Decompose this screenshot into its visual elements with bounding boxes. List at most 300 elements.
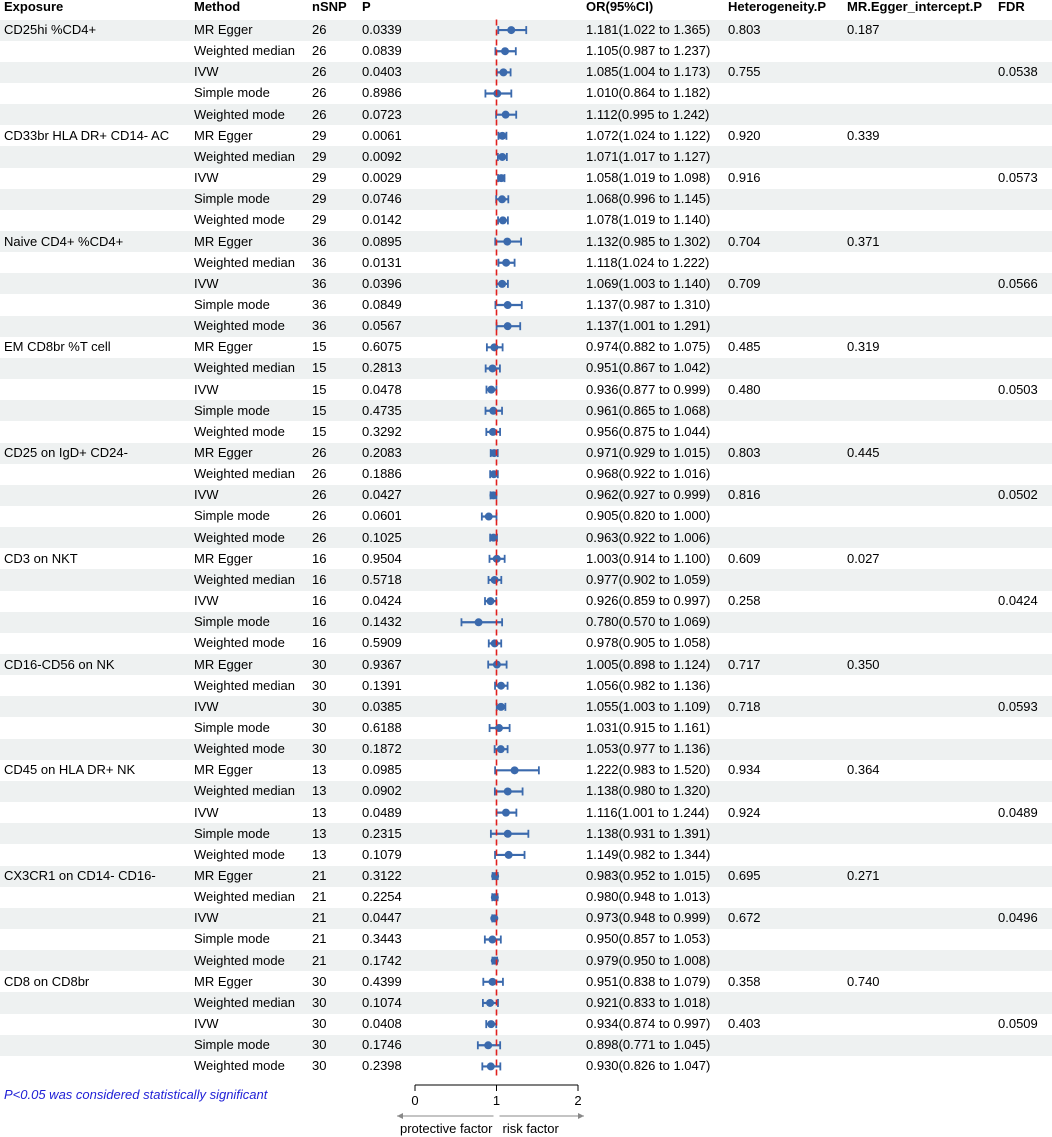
p-value-cell: 0.9504 [362,550,402,566]
method-cell: Simple mode [194,1037,270,1053]
heterogeneity-cell: 0.916 [728,170,761,186]
p-value-cell: 0.0131 [362,254,402,270]
or-point [489,978,497,986]
p-value-cell: 0.1872 [362,741,402,757]
heterogeneity-cell: 0.816 [728,487,761,503]
or-ci-cell: 0.978(0.905 to 1.058) [586,635,711,651]
method-cell: Weighted mode [194,635,285,651]
heterogeneity-cell: 0.358 [728,973,761,989]
ci-mark [483,978,503,986]
or-ci-cell: 0.971(0.929 to 1.015) [586,445,711,460]
nsnp-cell: 15 [312,423,327,439]
ci-mark [487,343,503,351]
exposure-cell: CD3 on NKT [4,550,78,566]
or-ci-cell: 1.138(0.980 to 1.320) [586,783,711,799]
left-arrowhead-icon [397,1113,403,1119]
p-value-cell: 0.5909 [362,635,402,651]
egger-intercept-cell: 0.319 [847,339,880,355]
method-cell: Weighted median [194,466,295,482]
p-value-cell: 0.0902 [362,783,402,799]
method-cell: MR Egger [194,656,253,672]
header-nsnp: nSNP [312,0,347,14]
or-ci-cell: 0.950(0.857 to 1.053) [586,931,711,947]
fdr-cell: 0.0424 [998,593,1038,609]
heterogeneity-cell: 0.704 [728,233,761,249]
p-value-cell: 0.2254 [362,889,402,905]
method-cell: Weighted mode [194,106,285,122]
ci-mark [495,47,515,55]
ci-mark [490,724,510,732]
or-ci-cell: 0.936(0.877 to 0.999) [586,381,711,397]
nsnp-cell: 26 [312,508,327,524]
header-exposure: Exposure [4,0,64,14]
ci-mark [485,90,511,98]
row-band [0,569,1052,590]
p-value-cell: 0.8986 [362,85,402,101]
nsnp-cell: 30 [312,656,327,672]
method-cell: MR Egger [194,22,253,37]
nsnp-cell: 16 [312,614,327,630]
heterogeneity-cell: 0.803 [728,445,761,460]
fdr-cell: 0.0538 [998,64,1038,80]
fdr-cell: 0.0502 [998,487,1038,503]
or-ci-cell: 1.137(0.987 to 1.310) [586,296,711,312]
or-ci-cell: 1.069(1.003 to 1.140) [586,275,711,291]
or-point [501,47,509,55]
nsnp-cell: 13 [312,804,327,820]
heterogeneity-cell: 0.709 [728,275,761,291]
nsnp-cell: 15 [312,360,327,376]
method-cell: IVW [194,487,219,503]
or-ci-cell: 0.921(0.833 to 1.018) [586,994,711,1010]
nsnp-cell: 26 [312,466,327,482]
exposure-cell: CX3CR1 on CD14- CD16- [4,868,156,883]
method-cell: IVW [194,1016,219,1032]
nsnp-cell: 26 [312,529,327,545]
p-value-cell: 0.4399 [362,973,402,989]
heterogeneity-cell: 0.480 [728,381,761,397]
or-ci-cell: 1.138(0.931 to 1.391) [586,825,711,841]
or-ci-cell: 1.010(0.864 to 1.182) [586,85,711,101]
egger-intercept-cell: 0.371 [847,233,880,249]
nsnp-cell: 30 [312,719,327,735]
p-value-cell: 0.0478 [362,381,402,397]
nsnp-cell: 29 [312,212,327,228]
or-ci-cell: 0.973(0.948 to 0.999) [586,910,711,926]
p-value-cell: 0.0746 [362,191,402,207]
row-band [0,950,1052,971]
fdr-cell: 0.0496 [998,910,1038,926]
p-value-cell: 0.0723 [362,106,402,122]
p-value-cell: 0.0839 [362,43,402,59]
method-cell: IVW [194,381,219,397]
or-point [497,682,505,690]
nsnp-cell: 21 [312,889,327,905]
ci-mark [489,555,504,563]
row-band [0,781,1052,802]
nsnp-cell: 13 [312,783,327,799]
nsnp-cell: 30 [312,1037,327,1053]
exposure-cell: CD25hi %CD4+ [4,22,97,37]
nsnp-cell: 36 [312,318,327,334]
x-tick-label: 2 [574,1093,582,1108]
or-ci-cell: 1.005(0.898 to 1.124) [586,656,711,672]
or-point [511,766,519,774]
egger-intercept-cell: 0.187 [847,22,880,37]
nsnp-cell: 36 [312,296,327,312]
heterogeneity-cell: 0.718 [728,698,761,714]
fdr-cell: 0.0489 [998,804,1038,820]
method-cell: Weighted mode [194,952,285,968]
row-band [0,739,1052,760]
method-cell: IVW [194,64,219,80]
nsnp-cell: 30 [312,677,327,693]
exposure-cell: CD45 on HLA DR+ NK [4,762,136,778]
or-ci-cell: 1.118(1.024 to 1.222) [586,254,710,270]
or-ci-cell: 1.056(0.982 to 1.136) [586,677,711,693]
egger-intercept-cell: 0.740 [847,973,880,989]
p-value-cell: 0.1391 [362,677,402,693]
nsnp-cell: 15 [312,402,327,418]
method-cell: IVW [194,275,219,291]
nsnp-cell: 29 [312,127,327,143]
method-cell: Weighted mode [194,529,285,545]
or-ci-cell: 1.031(0.915 to 1.161) [586,719,711,735]
row-band [0,231,1052,252]
method-cell: Weighted mode [194,212,285,228]
or-point [491,639,499,647]
p-value-cell: 0.1432 [362,614,402,630]
nsnp-cell: 15 [312,381,327,397]
row-band [0,358,1052,379]
method-cell: MR Egger [194,868,253,883]
method-cell: Simple mode [194,931,270,947]
or-ci-cell: 0.780(0.570 to 1.069) [586,614,711,630]
exposure-cell: CD16-CD56 on NK [4,656,115,672]
p-value-cell: 0.0339 [362,22,402,37]
ci-mark [490,470,498,478]
ci-mark [498,132,506,140]
row-band [0,273,1052,294]
or-point [488,936,496,944]
method-cell: Weighted median [194,994,295,1010]
heterogeneity-cell: 0.695 [728,868,761,883]
ci-mark [498,216,508,224]
or-point [490,470,498,478]
p-value-cell: 0.2813 [362,360,402,376]
row-band [0,612,1052,633]
method-cell: Simple mode [194,508,270,524]
heterogeneity-cell: 0.934 [728,762,761,778]
p-value-cell: 0.4735 [362,402,402,418]
fdr-cell: 0.0593 [998,698,1038,714]
exposure-cell: EM CD8br %T cell [4,339,111,355]
or-ci-cell: 1.068(0.996 to 1.145) [586,191,711,207]
right-arrowhead-icon [578,1113,584,1119]
or-ci-cell: 1.085(1.004 to 1.173) [586,64,711,80]
protective-factor-label: protective factor [400,1121,493,1136]
p-value-cell: 0.0489 [362,804,402,820]
p-value-cell: 0.0029 [362,170,402,186]
ci-mark [485,597,496,605]
or-ci-cell: 0.983(0.952 to 1.015) [586,868,711,883]
row-band [0,654,1052,675]
p-value-cell: 0.3443 [362,931,402,947]
method-cell: Simple mode [194,825,270,841]
p-value-cell: 0.6188 [362,719,402,735]
p-value-cell: 0.5718 [362,571,402,587]
or-point [502,809,510,817]
nsnp-cell: 26 [312,106,327,122]
p-value-cell: 0.1742 [362,952,402,968]
row-band [0,908,1052,929]
method-cell: MR Egger [194,339,253,355]
nsnp-cell: 21 [312,868,327,883]
fdr-cell: 0.0509 [998,1016,1038,1032]
or-point [505,851,513,859]
nsnp-cell: 21 [312,910,327,926]
row-band [0,443,1052,464]
p-value-cell: 0.0895 [362,233,402,249]
method-cell: Weighted median [194,783,295,799]
p-value-cell: 0.2083 [362,445,402,460]
row-band [0,20,1052,41]
method-cell: Simple mode [194,85,270,101]
or-ci-cell: 0.956(0.875 to 1.044) [586,423,711,439]
nsnp-cell: 21 [312,952,327,968]
ci-mark [482,513,497,521]
ci-mark [491,893,499,901]
heterogeneity-cell: 0.609 [728,550,761,566]
p-value-cell: 0.0601 [362,508,402,524]
or-ci-cell: 1.078(1.019 to 1.140) [586,212,711,228]
or-ci-cell: 0.962(0.927 to 0.999) [586,487,711,503]
method-cell: MR Egger [194,445,253,460]
ci-mark [497,809,517,817]
method-cell: Weighted median [194,360,295,376]
header-heterogeneity: Heterogeneity.P [728,0,827,14]
or-ci-cell: 1.137(1.001 to 1.291) [586,318,711,334]
ci-mark [495,301,521,309]
row-band [0,316,1052,337]
or-ci-cell: 0.977(0.902 to 1.059) [586,571,711,587]
or-point [502,259,510,267]
or-ci-cell: 1.132(0.985 to 1.302) [586,233,711,249]
x-tick-label: 1 [492,1093,501,1108]
or-point [495,724,503,732]
row-band [0,104,1052,125]
or-ci-cell: 0.951(0.867 to 1.042) [586,360,711,376]
header-p: P [362,0,371,14]
heterogeneity-cell: 0.672 [728,910,761,926]
or-ci-cell: 0.951(0.838 to 1.079) [586,973,711,989]
nsnp-cell: 13 [312,762,327,778]
row-band [0,866,1052,887]
or-ci-cell: 0.974(0.882 to 1.075) [586,339,711,355]
x-tick-label: 0 [411,1093,419,1108]
method-cell: Weighted median [194,677,295,693]
or-point [487,1020,495,1028]
method-cell: IVW [194,593,219,609]
header-or: OR(95%CI) [586,0,654,14]
p-value-cell: 0.0385 [362,698,402,714]
or-point [487,386,495,394]
ci-mark [495,851,525,859]
header-egger-intercept: MR.Egger_intercept.P [847,0,983,14]
row-band [0,527,1052,548]
method-cell: IVW [194,910,219,926]
nsnp-cell: 13 [312,846,327,862]
ci-mark [498,259,514,267]
fdr-cell: 0.0566 [998,275,1038,291]
heterogeneity-cell: 0.920 [728,127,761,143]
method-cell: Simple mode [194,296,270,312]
p-value-cell: 0.2315 [362,825,402,841]
row-band [0,189,1052,210]
or-ci-cell: 1.105(0.987 to 1.237) [586,43,711,59]
p-value-cell: 0.0142 [362,212,402,228]
nsnp-cell: 21 [312,931,327,947]
or-ci-cell: 1.149(0.982 to 1.344) [586,846,711,862]
row-band [0,1035,1052,1056]
method-cell: Simple mode [194,402,270,418]
or-ci-cell: 0.930(0.826 to 1.047) [586,1058,711,1074]
risk-factor-label: risk factor [502,1121,559,1136]
or-ci-cell: 1.053(0.977 to 1.136) [586,741,711,757]
method-cell: IVW [194,170,219,186]
method-cell: MR Egger [194,973,253,989]
method-cell: MR Egger [194,127,253,143]
or-ci-cell: 1.222(0.983 to 1.520) [586,762,711,778]
method-cell: Weighted median [194,254,295,270]
or-point [491,893,499,901]
or-point [497,174,505,182]
or-point [490,343,498,351]
nsnp-cell: 29 [312,170,327,186]
or-point [486,597,494,605]
significance-note: P<0.05 was considered statistically significant [4,1087,268,1102]
method-cell: Weighted mode [194,1058,285,1074]
p-value-cell: 0.3122 [362,868,402,883]
fdr-cell: 0.0503 [998,381,1038,397]
p-value-cell: 0.1025 [362,529,402,545]
or-ci-cell: 1.058(1.019 to 1.098) [586,170,711,186]
or-point [498,132,506,140]
nsnp-cell: 16 [312,635,327,651]
exposure-cell: CD33br HLA DR+ CD14- AC [4,127,170,143]
or-ci-cell: 1.055(1.003 to 1.109) [586,698,711,714]
method-cell: MR Egger [194,233,253,249]
or-ci-cell: 1.116(1.001 to 1.244) [586,804,710,820]
ci-mark [486,386,496,394]
or-ci-cell: 0.934(0.874 to 0.997) [586,1016,711,1032]
method-cell: Weighted mode [194,318,285,334]
egger-intercept-cell: 0.339 [847,127,880,143]
nsnp-cell: 30 [312,994,327,1010]
ci-mark [485,936,501,944]
or-ci-cell: 1.003(0.914 to 1.100) [586,550,711,566]
p-value-cell: 0.0849 [362,296,402,312]
p-value-cell: 0.0447 [362,910,402,926]
nsnp-cell: 30 [312,698,327,714]
or-ci-cell: 0.898(0.771 to 1.045) [586,1037,711,1053]
nsnp-cell: 30 [312,1058,327,1074]
method-cell: Simple mode [194,719,270,735]
nsnp-cell: 16 [312,571,327,587]
or-point [489,428,497,436]
ci-mark [495,682,508,690]
method-cell: Weighted median [194,889,295,905]
egger-intercept-cell: 0.350 [847,656,880,672]
heterogeneity-cell: 0.717 [728,656,761,672]
nsnp-cell: 30 [312,1016,327,1032]
p-value-cell: 0.0403 [362,64,402,80]
heterogeneity-cell: 0.803 [728,22,761,37]
nsnp-cell: 16 [312,593,327,609]
nsnp-cell: 16 [312,550,327,566]
nsnp-cell: 30 [312,741,327,757]
method-cell: Weighted mode [194,846,285,862]
p-value-cell: 0.0396 [362,275,402,291]
or-ci-cell: 0.963(0.922 to 1.006) [586,529,711,545]
nsnp-cell: 29 [312,191,327,207]
exposure-cell: CD25 on IgD+ CD24- [4,445,128,460]
p-value-cell: 0.2398 [362,1058,402,1074]
nsnp-cell: 26 [312,85,327,101]
nsnp-cell: 26 [312,43,327,59]
nsnp-cell: 36 [312,233,327,249]
heterogeneity-cell: 0.485 [728,339,761,355]
p-value-cell: 0.0424 [362,593,402,609]
row-band [0,696,1052,717]
nsnp-cell: 26 [312,64,327,80]
or-ci-cell: 1.181(1.022 to 1.365) [586,22,711,37]
p-value-cell: 0.0408 [362,1016,402,1032]
method-cell: MR Egger [194,550,253,566]
nsnp-cell: 26 [312,487,327,503]
nsnp-cell: 36 [312,254,327,270]
egger-intercept-cell: 0.027 [847,550,880,566]
row-band [0,62,1052,83]
heterogeneity-cell: 0.403 [728,1016,761,1032]
or-ci-cell: 1.072(1.024 to 1.122) [586,127,711,143]
p-value-cell: 0.6075 [362,339,402,355]
ci-mark [495,766,539,774]
ci-mark [489,639,501,647]
p-value-cell: 0.3292 [362,423,402,439]
or-point [499,216,507,224]
or-ci-cell: 0.980(0.948 to 1.013) [586,889,711,905]
ci-mark [482,1062,500,1070]
or-point [493,555,501,563]
or-point [487,1062,495,1070]
p-value-cell: 0.1886 [362,466,402,482]
nsnp-cell: 30 [312,973,327,989]
p-value-cell: 0.9367 [362,656,402,672]
or-ci-cell: 0.979(0.950 to 1.008) [586,952,711,968]
or-ci-cell: 0.961(0.865 to 1.068) [586,402,711,418]
nsnp-cell: 15 [312,339,327,355]
or-ci-cell: 0.926(0.859 to 0.997) [586,593,711,609]
header-method: Method [194,0,241,14]
heterogeneity-cell: 0.755 [728,64,761,80]
nsnp-cell: 26 [312,445,327,460]
or-ci-cell: 1.112(0.995 to 1.242) [586,106,710,122]
method-cell: Weighted mode [194,423,285,439]
method-cell: Simple mode [194,191,270,207]
nsnp-cell: 36 [312,275,327,291]
method-cell: Weighted median [194,148,295,164]
